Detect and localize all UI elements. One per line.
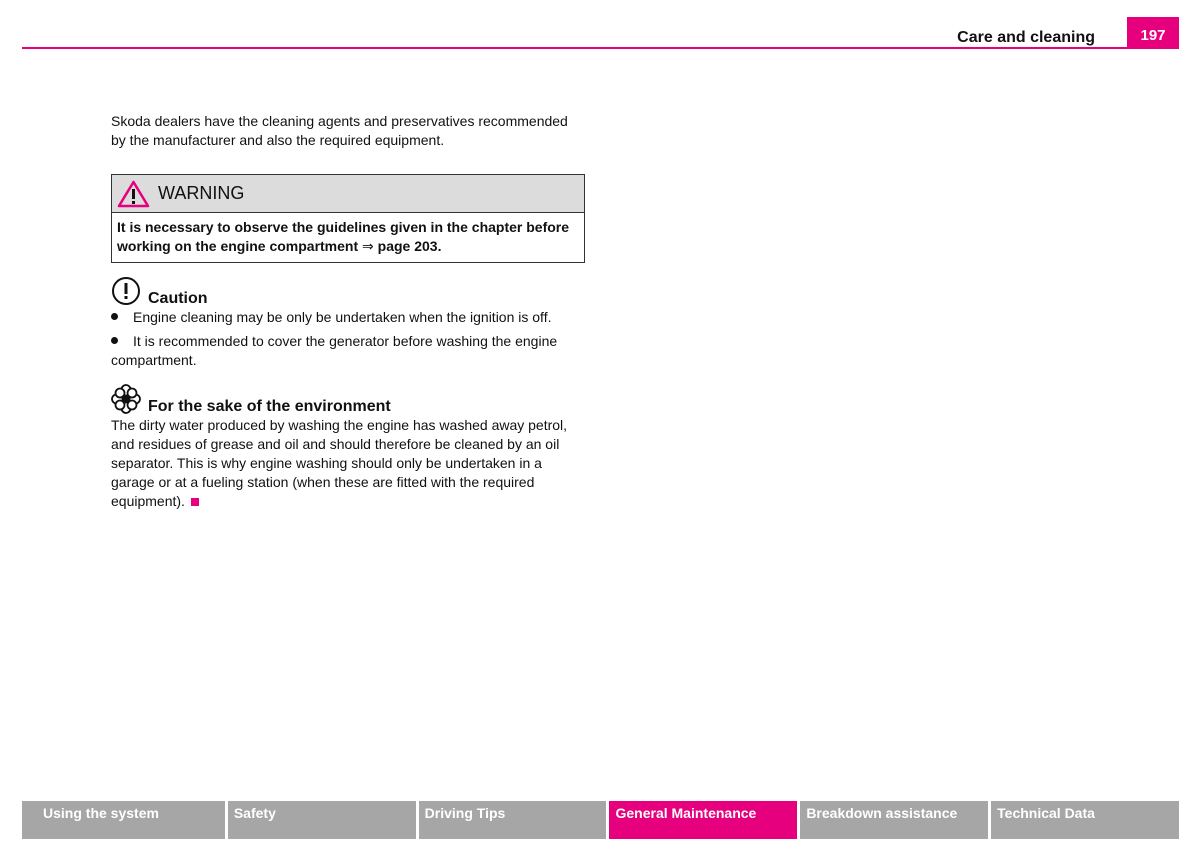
footer-nav [22, 801, 1179, 839]
nav-tab-driving-tips[interactable]: Driving Tips [419, 801, 607, 839]
flower-icon [111, 384, 141, 414]
end-of-section-marker [191, 498, 199, 506]
nav-tab-breakdown-assistance[interactable]: Breakdown assistance [800, 801, 988, 839]
caution-list [111, 308, 586, 370]
environment-text [111, 416, 586, 511]
caution-item-text: Engine cleaning may be only be undertaken when the ignition is off. [133, 309, 552, 325]
main-content [111, 112, 586, 511]
nav-tab-technical-data[interactable]: Technical Data [991, 801, 1179, 839]
intro-paragraph: Skoda dealers have the cleaning agents and preservatives recommended by the manufacturer and also the required equipment. [111, 113, 568, 148]
caution-item-text: It is recommended to cover the generator before washing the engine compartment. [111, 333, 558, 368]
header-rule [22, 47, 1179, 49]
page-ref-arrow: ⇒ [362, 238, 374, 254]
nav-tab-using-the-system[interactable]: Using the system [22, 801, 225, 839]
caution-title: Caution [148, 290, 208, 307]
environment-title: For the sake of the environment [148, 398, 391, 415]
environment-header [111, 384, 586, 414]
caution-exclamation-icon [111, 276, 141, 306]
page-number: 197 [1127, 17, 1179, 49]
warning-text [112, 213, 584, 262]
warning-header [112, 175, 584, 213]
warning-page-ref[interactable]: page 203. [377, 238, 442, 254]
environment-block [111, 384, 586, 511]
warning-triangle-icon [117, 180, 150, 208]
nav-tab-safety[interactable]: Safety [228, 801, 416, 839]
list-item [111, 332, 586, 370]
caution-block [111, 276, 586, 370]
environment-paragraph: The dirty water produced by washing the engine has washed away petrol, and residues of grease and oil and should therefore be cleaned by an oil separator. This is why engine washing should only be undertaken in a garage or at a fueling station (when these are fitted with the required equipment). [111, 417, 568, 509]
bullet-dot [111, 337, 118, 344]
nav-tab-general-maintenance[interactable]: General Maintenance [609, 801, 797, 839]
warning-title: WARNING [158, 183, 245, 203]
bullet-dot [111, 313, 118, 320]
section-title: Care and cleaning [957, 29, 1095, 46]
caution-header [111, 276, 586, 306]
warning-box [111, 174, 585, 263]
warning-text-main: It is necessary to observe the guidelines given in the chapter before working on the engine compartment [117, 219, 570, 254]
list-item [111, 308, 586, 327]
